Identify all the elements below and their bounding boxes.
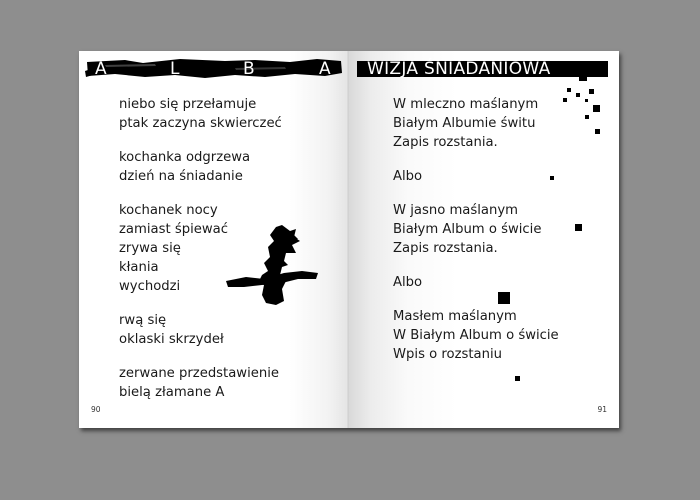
page-number: 91: [597, 405, 607, 414]
poem-line: Albo: [393, 275, 423, 290]
stanza: [393, 95, 559, 152]
brush-stroke-graphic: [85, 57, 343, 79]
decorative-square: [575, 224, 582, 231]
poem-line: niebo się przełamuje: [119, 97, 257, 112]
decorative-square: [498, 292, 510, 304]
left-page: [79, 51, 349, 428]
poem-line: oklaski skrzydeł: [119, 332, 224, 347]
poem-line: zamiast śpiewać: [119, 222, 228, 237]
stanza: [393, 167, 559, 186]
poem-line: dzień na śniadanie: [119, 169, 243, 184]
stanza: [119, 364, 282, 402]
decorative-square: [550, 176, 554, 180]
decorative-square: [579, 73, 587, 81]
decorative-square: [595, 129, 600, 134]
header-letter: B: [243, 59, 255, 79]
page-number: 90: [91, 405, 101, 414]
poem-line: Zapis rozstania.: [393, 241, 498, 256]
broken-a-glyph: [224, 223, 320, 309]
poem-line: zrywa się: [119, 241, 181, 256]
poem-line: Masłem maślanym: [393, 309, 517, 324]
decorative-square: [563, 98, 567, 102]
right-poem: [393, 95, 559, 379]
poem-line: Białym Albumie świtu: [393, 116, 536, 131]
header-letter: L: [170, 59, 180, 79]
book-spread: [79, 51, 619, 428]
poem-line: zerwane przedstawienie: [119, 366, 280, 381]
decorative-square: [593, 105, 600, 112]
decorative-square: [585, 99, 588, 102]
poem-line: kłania: [119, 260, 159, 275]
poem-line: kochanka odgrzewa: [119, 150, 251, 165]
poem-line: wychodzi: [119, 279, 181, 294]
page-title: WIZJA ŚNIADANIOWA: [367, 59, 551, 79]
poem-line: Zapis rozstania.: [393, 135, 498, 150]
poem-line: W Białym Album o świcie: [393, 328, 559, 343]
poem-line: Białym Album o świcie: [393, 222, 542, 237]
decorative-square: [515, 376, 520, 381]
decorative-square: [567, 88, 571, 92]
poem-line: Wpis o rozstaniu: [393, 347, 503, 362]
stanza: [393, 307, 559, 364]
poem-line: kochanek nocy: [119, 203, 218, 218]
poem-line: Albo: [393, 169, 423, 184]
poem-line: ptak zaczyna skwierczeć: [119, 116, 282, 131]
poem-line: rwą się: [119, 313, 167, 328]
title-bar: [357, 61, 608, 77]
header-letter: A: [319, 59, 331, 79]
stanza: [119, 311, 282, 349]
poem-line: bielą złamane A: [119, 385, 225, 400]
stanza: [393, 201, 559, 258]
right-page: [349, 51, 619, 428]
stanza: [393, 273, 559, 292]
stanza: [119, 148, 282, 186]
decorative-square: [589, 89, 594, 94]
header-letter: A: [95, 59, 107, 79]
brush-header-band: [85, 57, 343, 79]
poem-line: W jasno maślanym: [393, 203, 519, 218]
poem-line: W mleczno maślanym: [393, 97, 539, 112]
decorative-square: [576, 93, 580, 97]
stanza: [119, 95, 282, 133]
decorative-square: [585, 115, 589, 119]
